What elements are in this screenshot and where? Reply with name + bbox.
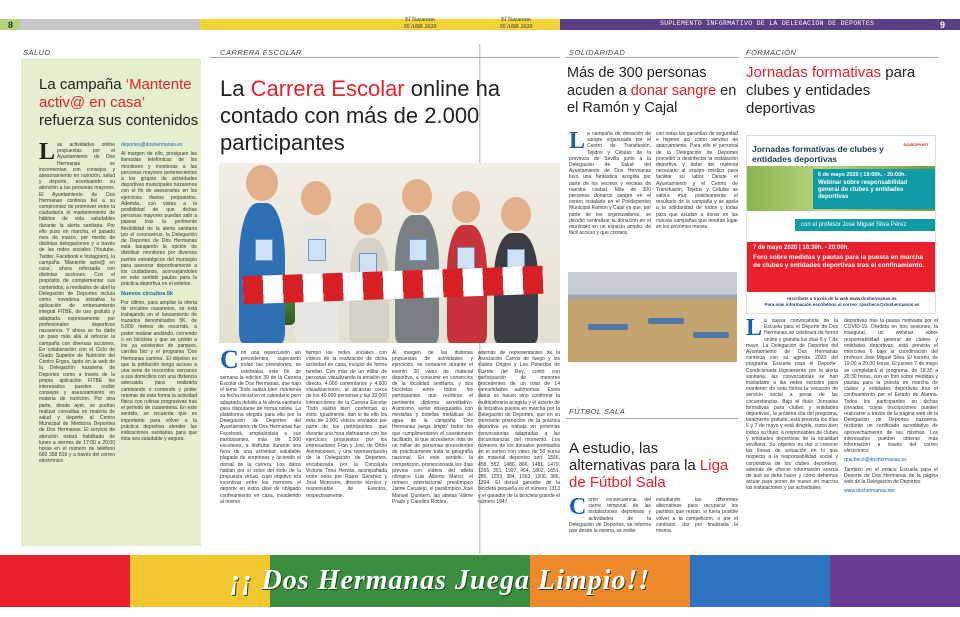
article-column [478, 350, 560, 546]
donation-bed [648, 318, 684, 324]
children-photo [219, 163, 560, 343]
child-head [402, 179, 432, 213]
header-date-left [390, 17, 450, 31]
title-text: refuerza sus contenidos [39, 112, 199, 129]
body-text: además de representantes de la Asociación Carros de fuego y los clubes Orippo y Los Petardos de Fuente del Rey, contó con participación de menores procedentes de un total de 14 comunidades autónomas. Estos datos no hacen sino confirmar la multitudinaria acogida y el acierto de la iniciativa puesta en marcha por la Delegación de Deportes, que en su constante promoción de la práctica deportiva ya trabaja en próximas convocatorias adaptadas a las circunstancias del momento. Los números de los dorsales premiados en el sorteo con vales de 50 euros en material deportivo son: 1556, 458, 552, 1486, 866, 1481, 1479, 1265, 301, 1997, 454, 1862, 1651, 286, 1253, 384, 1363, 1206, 386, 1304. El dorsal ganador de la bicicleta pequeña es el número 1313 y el ganador de la bicicleta grande el número 1847. [478, 350, 560, 505]
email-link[interactable]: deportes@doshermanas.es [121, 142, 183, 148]
bib-sign [409, 239, 427, 261]
webinar-box [813, 169, 935, 209]
child-head [246, 165, 278, 201]
article-title [746, 64, 936, 118]
poster-title: Jornadas formativas de clubes y entidades deportivas [752, 144, 884, 164]
article-column [656, 497, 738, 547]
section-rule [566, 57, 738, 58]
session-date: 6 de mayo 2020 | 19:00h. - 20:00h. [818, 172, 907, 178]
session-topic: Foro sobre medidas y pautas para la puesta en marcha de clubes y entidades deportivas tras el confinamiento. [753, 254, 925, 269]
body-text: Al margen de ello, prosiguen las llamadas telefónicas de los monitores y monitoras a las personas mayores pertenecientes a los grupos de actividades deportivas municipales nazarenos con el fin de asesorarles en los ejercicios diarios propuestos. Además, con vistas a la posibilidad de que dichas personas mayores puedan salir a pasear tras la pertinente flexibilidad de la alerta sanitaria por el coronavirus, la Delegación de Deportes de Dos Hermanas está barajando la opción de distribuir monitores por diversos puntos estratégicos del municipio para asesorar deportivamente a los ciudadanos, aconsejándoles en este sentido pautas para la práctica deportiva en el exterior. [121, 151, 197, 288]
title-text: La campaña [39, 76, 126, 93]
article-column [569, 497, 651, 547]
child-head [354, 203, 382, 235]
body-text: tiempo las redes sociales con vídeos de la realización de dicha actividad en casa, incluso de forma familiar. Con más de un millar de personas visualizando la emisión en directo, 4.000 comentarios y 4.600 visualizaciones, al alcanzar cerca de los 40.000 personas y las 20.000 interacciones de la Carrera Escolar ‘Todo saldrá bien’ confirman su éxito. Igualmente, dan le de ello los más de 1.000 vídeos enviados por parte de los participantes, que durante una hora disfrutaron con los ejercicios propuestos por los entrenadores Fran y Joni, de Ohho Animaciones, y una representación de la Delegación de Deportes, encabezada por la Concejala Victoria Trina Hervás, acompañada entre otros por Rúper Sánchez y José Moncerre, director técnico y responsable de Eventos, respectivamente. [306, 350, 387, 499]
article-salud [21, 58, 201, 546]
event-poster [746, 135, 936, 314]
forum-box [747, 242, 936, 292]
article-title [569, 440, 739, 491]
section-label-solidaridad: SOLIDARIDAD [569, 48, 626, 57]
article-column [844, 318, 938, 546]
article-column [121, 142, 197, 542]
header-strip-gray [0, 19, 200, 30]
donation-bed [693, 332, 729, 338]
subheading: Nuevos circuitos 5k [121, 290, 173, 297]
drop-cap: L [746, 318, 763, 341]
session-topic: Webinar sobre responsabilidad general de clubes y entidades deportivas [818, 180, 908, 200]
email-link[interactable]: rpacheco@doshermanas.es [844, 457, 907, 464]
title-text: Más de 300 personas acuden a [567, 65, 707, 99]
drop-cap: L [39, 142, 56, 165]
article-column [220, 350, 301, 546]
donation-bed [588, 324, 628, 330]
article-column [746, 318, 838, 546]
body-text: on una repercusión sin precedentes, superando todas las previsiones, se celebraba este fin de semana la edición 39 de la Carrera Escolar de Dos Hermanas, que bajo el lema ‘Todo saldrá bien’ mantenía su fecha inicial en el calendario pero adaptada debido a la alerta sanitaria para disputarse de forma online. La plataforma elegida para ello por la Delegación de Deportes del Ayuntamiento de Dos Hermanas fue Facebook, empleándola a sus participantes, más de 2.000 escolares, a disfrutar durante una hora de una actividad saludable plagada de sorpresas y luciendo el dorsal de la carrera. Los datos hablan por sí solos del éxito de la propuesta virtual, cuyo objetivo era incentivar entre los menores el deporte en estos días de obligado confinamiento en casa, invadiendo al mismo [220, 350, 301, 505]
page-header [0, 0, 960, 44]
article-column [306, 350, 387, 546]
issue-date: 30 ABR 2020 [499, 24, 533, 30]
child-head [501, 197, 531, 231]
body-text: Al margen de las distintas propuestas de actividades y ejercicios, se sortearon durante el evento 20 vales de material deportivo, a consumir en comercios de la localidad sevillana, y dos bicicletas entre todos los participantes, que recibirán el pertinente diploma acreditativo. Asimismo, serán obsequiados con medallas y botellas metálicas de agua de la campaña ‘Dos Hermanas juega limpio’ todos los que cumplimentaron el cuestionario facilitado, al que accedieron más de un millar de personas procedentes de prácticamente toda la geografía nacional. En este sentido, la competición, promocionada los días previos con vídeos del atleta olímpico Luis Alberto Marco, el remero internacional preolímpico Jaime Canalejo, el paralímpico José Manuel Quintero, las atletas Valme Prado y Carolina Robles, [392, 350, 473, 505]
drop-cap: C [569, 497, 587, 520]
title-text: para clubes y entidades deportivas [746, 64, 916, 117]
dosesport-logo: DOSESPORT [903, 142, 929, 147]
slogan-text: ¡¡ Dos Hermanas Juega Limpio!! [229, 565, 651, 596]
title-text: en el Ramón y Cajal [567, 82, 737, 116]
section-label-futbol: FÚTBOL SALA [569, 407, 626, 416]
section-rule [744, 57, 938, 58]
signup-text[interactable]: Inscríbete a través de la web www.doshermanas.es [787, 296, 897, 301]
section-rule [210, 57, 560, 58]
section-rule [566, 418, 738, 419]
session-date: 7 de mayo 2020 | 18:30h. - 20:00h. [753, 245, 850, 251]
article-column [656, 131, 738, 267]
bib-sign [255, 239, 273, 261]
body-text: as actividades online propuestas por el Ayuntamiento de Dos Hermanas se incrementan con consejos y asesoramiento en nutrición, salud y deporte, acentuando su atención a las personas mayores. El Ayuntamiento de Dos Hermanas continúa fiel a su compromiso de promover entre la ciudadanía el mantenimiento de hábitos de vida saludables durante la alerta sanitaria. Por ello puso en marcha, el pasado mes de marzo, por medio de distintas delegaciones y a través de las redes sociales (Youtube, Twitter, Facebook e Instagram), la campaña ‘Mantente activ@ en casa’, ahora reforzada con distintas acciones. Con el propósito de complementar sus contenidos, a mediados de abril la Delegación de Deportes incluía como novedosa iniciativa la aplicación de entrenamiento integral FITBE, de uso gratuito y adaptada expresamente por profesionales deportivos nazarenos. Y ahora se ha dado un paso más allá al reforzar la campaña con diversas acciones. En colaboración con el Ciclo de Grado Superior de Nutrición del Centro Ergos, tanto en la web de la Delegación nazarena de Deportes como a través de la propia aplicación FITBE los interesados pueden recibir consejos y asesoramiento en materia de nutrición. Por otra parte, desde ayer, se podrán realizar consultas en materia de salud y deporte al Centro Municipal de Medicina Deportiva de Dos Hermanas. El servicio de atención estará habilitado de lunes a viernes de 17:00 a 20:00 horas en el número de teléfono 660 358 816 y a través del correo electrónico [39, 142, 115, 465]
bib-sign [457, 247, 475, 269]
child-head [452, 191, 480, 223]
child-head [301, 181, 331, 215]
body-text: a nueva convocatoria de la Escuela para el Deporte de Dos Hermanas se celebrará de forma online y gratuita los días 6 y 7 de mayo. La Delegación de Deportes del Ayuntamiento de Dos Hermanas continúa con su agenda 2020 del programa ‘Escuela para el Deporte’. Condicionada lógicamente por la alerta sanitaria, las convocatorias se han trasladado a las redes sociales para mantener de esta forma la vocación de servicio social a pesar de las circunstancias. Bajo el título ‘Jornadas formativas para clubes y entidades deportivas’, la próxima cita del programa, totalmente gratuito, está prevista los días 6 y 7 de mayo y está dirigida, como bien indica su título, a responsables de clubes y entidades deportivas de la localidad sevillana. Su objetivo es dar a conocer las líneas de actuación en lo que respecta a la responsabilidad social y corporativa de los clubes deportivos, además de ofrecer información acerca de qué se debe hacer y cómo debemos actuar para poner de nuevo en marcha las instalaciones y las actividades [746, 318, 838, 492]
section-label-salud: SALUD [23, 48, 51, 57]
footer-segment-purple [830, 555, 960, 607]
page-number-right: 9 [940, 20, 946, 30]
article-column [392, 350, 473, 546]
section-label-formacion: FORMACIÓN [746, 48, 797, 57]
publication-name: El Nazareno [405, 17, 435, 23]
article-title [220, 75, 560, 156]
donation-center-photo [568, 272, 737, 362]
issue-date: 30 ABR 2020 [403, 24, 437, 30]
contact-text[interactable]: Para más información escríbenos al correo: rpacheco@doshermanas.es [764, 302, 920, 307]
header-date-right [486, 17, 546, 31]
body-text: omo consecuencia del cierre temporal de las instalaciones deportivas y actividades de la Delegación de Deportes, se informa que desde la misma, se están [569, 497, 651, 535]
body-text: estudiando las diferentes alternativas para recuperar los partidos que restan, si fuera posible volver a la competición, o por el contrario, dar por finalizada la misma. [656, 497, 738, 535]
teacher-banner: con el profesor José Miguel Silva Pérez [795, 219, 935, 231]
slogan-footer [0, 555, 960, 607]
bib-sign [308, 239, 326, 261]
body-text: con todas las garantías de seguridad e higiene así como servicio de aparcamiento. Para ello el personal de la Delegación de Deportes procedió a desinfectar la instalación deportiva y dotar del material necesario al equipo médico para facilitar su labor. Desde el Ayuntamiento y el Centro de Transfusión, Tejidos y Células se valora muy positivamente el resultado de la campaña y se apela a la solidaridad de todos y todas para que acudan a donar en las nuevas campañas que tendrán lugar en los próximos meses. [656, 131, 738, 231]
child-figure [239, 203, 285, 343]
page-number-left: 8 [8, 20, 14, 30]
article-title [567, 65, 737, 118]
drop-cap: L [569, 131, 586, 154]
poster-info [747, 296, 936, 308]
title-text: La [220, 76, 251, 101]
article-column [569, 131, 651, 267]
title-highlight: donar sangre [630, 82, 717, 99]
title-highlight: Carrera Escolar [250, 76, 405, 101]
body-text: También en el enlace Escuela para el Deporte de Dos Hermanas de la página web de la Delegación de Deportes [844, 466, 938, 486]
supplement-title: SUPLEMENTO INFORMATIVO DE LA DELEGACIÓN DE DEPORTES [660, 20, 875, 27]
title-highlight: Liga de Fútbol Sala [569, 457, 729, 491]
body-text: a campaña de donación de sangre organizada por el Centro de Transfusión, Tejidos y Células de la provincia de Sevilla junto a la Delegación de Salud del Ayuntamiento de Dos Hermanas tuvo una fantástica acogida por parte de los vecinos y vecinas de nuestra ciudad. Más de 300 personas donaron sangre en el centro instalado en el Polideportivo Municipal Ramón y Cajal ya que, por parte de los organizadores, se decidió centralizar la donación en el municipio en un espacio amplio, de fácil acceso y que contara [569, 131, 651, 237]
drop-cap: C [220, 350, 239, 374]
body-text: deportivas tras la pausa motivada por el COVID-19. Dividida en dos sesiones, la inaugural, un webinar sobre responsabilidad general de clubes y entidades deportivas, está prevista el miércoles 6 bajo la coordinación del profesor José Miguel Silva. El horario, de 19:00 a 20:00 horas. El jueves 7 de mayo se completará el programa, de 18:30 a 20:30 horas, con un foro sobre medidas y pautas para la puesta en marcha de clubes y entidades deportivas tras el confinamiento por el Estado de Alarma. Todos los participantes en dichas jornadas, cuyas inscripciones pueden realizarse a través de la página web de la Delegación de Deportes nazarena, recibirán un certificado acreditativo de aprovechamiento de las mismas. Los interesados pueden obtener más información a través del correo electrónico: [844, 318, 938, 455]
footer-segment-red [0, 555, 130, 607]
section-label-carrera: CARRERA ESCOLAR [220, 48, 302, 57]
article-title [39, 76, 199, 130]
title-text: online ha contado con más de 2.000 participantes [220, 76, 501, 155]
body-text: Por último, para ampliar la oferta de circuitos nazarenos, se está trabajando en el lanzamiento de trazados denominados 5K, de 5.000 metros de recorrido, a poder realizar andando, corriendo o en bicicleta y que se unirán a los ya existentes de parques, carriles bici y el programa ‘Dos Hermanas camina’. El objetivo es que la población tenga acceso a una serie de recorridos cercanos a sus domicilios con una distancia adecuada para realizarla caminando o corriendo y poder retomar de esta forma la actividad física con rutinas progresivas tras el periodo de cuarentena. En este sentido, se recuerda que es importante para volver a la práctica deportiva atender las indicaciones sanitarias para que ésta sea saludable y segura. [121, 299, 197, 443]
publication-name: El Nazareno [501, 17, 531, 23]
title-highlight: Jornadas formativas [746, 64, 882, 81]
title-text: A estudio, las alternativas para la [569, 440, 700, 474]
article-column [39, 142, 115, 542]
title-highlight: ‘Mantente activ@ en casa’ [39, 76, 192, 111]
web-link[interactable]: www.doshermanas.net [844, 488, 895, 495]
